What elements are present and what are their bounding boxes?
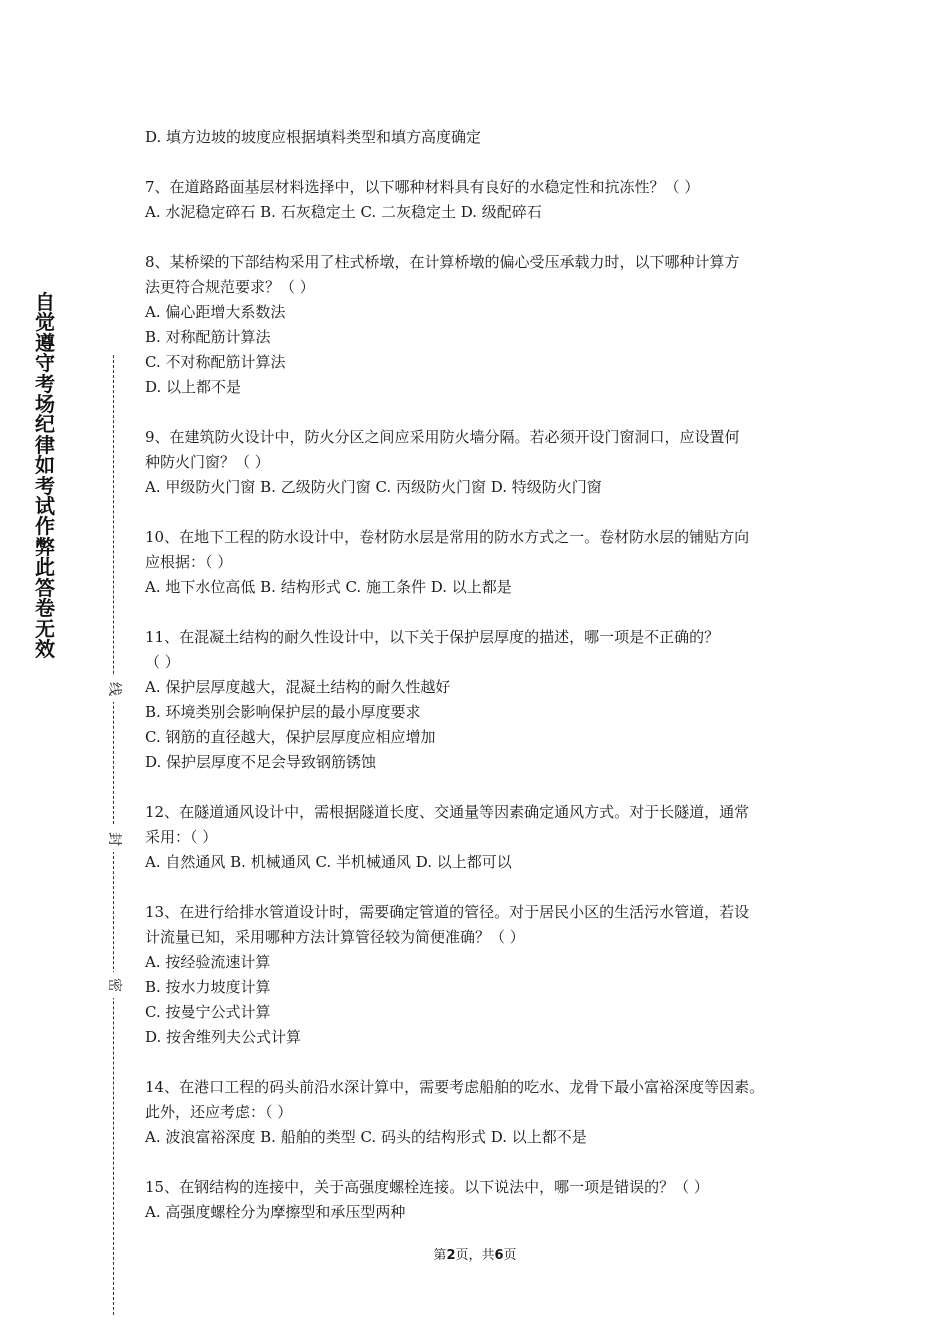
question-13-stem: 13、在进行给排水管道设计时，需要确定管道的管径。对于居民小区的生活污水管道，若设 — [145, 903, 750, 921]
question-13-option-c: C. 按曼宁公式计算 — [145, 1003, 271, 1021]
question-11-option-a: A. 保护层厚度越大，混凝土结构的耐久性越好 — [145, 678, 451, 696]
question-9-stem: 9、在建筑防火设计中，防火分区之间应采用防火墙分隔。若必须开设门窗洞口，应设置何 — [145, 428, 740, 446]
footer-total-pages: 6 — [494, 1248, 504, 1263]
question-14-options: A. 波浪富裕深度 B. 船舶的类型 C. 码头的结构形式 D. 以上都不是 — [145, 1128, 587, 1146]
binding-label-secret: 密 — [104, 972, 124, 998]
footer-middle: 页，共 — [455, 1248, 495, 1263]
question-12-options: A. 自然通风 B. 机械通风 C. 半机械通风 D. 以上都可以 — [145, 853, 512, 871]
question-13-option-a: A. 按经验流速计算 — [145, 953, 271, 971]
question-8-option-a: A. 偏心距增大系数法 — [145, 303, 286, 321]
question-11-stem: 11、在混凝土结构的耐久性设计中，以下关于保护层厚度的描述，哪一项是不正确的？ — [145, 628, 720, 646]
page-footer — [0, 1248, 950, 1264]
question-13-option-b: B. 按水力坡度计算 — [145, 978, 271, 996]
question-14-stem: 14、在港口工程的码头前沿水深计算中，需要考虑船舶的吃水、龙骨下最小富裕深度等因素。 — [145, 1078, 765, 1096]
question-11-option-d: D. 保护层厚度不足会导致钢筋锈蚀 — [145, 753, 377, 771]
question-8-option-d: D. 以上都不是 — [145, 378, 242, 396]
exam-content — [145, 125, 825, 1225]
question-10-options: A. 地下水位高低 B. 结构形式 C. 施工条件 D. 以上都是 — [145, 578, 512, 596]
question-11-option-c: C. 钢筋的直径越大，保护层厚度应相应增加 — [145, 728, 436, 746]
question-8-stem-cont: 法更符合规范要求？（ ） — [145, 278, 315, 296]
question-13-option-d: D. 按舍维列夫公式计算 — [145, 1028, 302, 1046]
question-10-stem-cont: 应根据：（ ） — [145, 553, 233, 571]
question-8-option-b: B. 对称配筋计算法 — [145, 328, 271, 346]
question-10-stem: 10、在地下工程的防水设计中，卷材防水层是常用的防水方式之一。卷材防水层的铺贴方向 — [145, 528, 750, 546]
question-9-options: A. 甲级防火门窗 B. 乙级防火门窗 C. 丙级防火门窗 D. 特级防火门窗 — [145, 478, 602, 496]
question-15-stem: 15、在钢结构的连接中，关于高强度螺栓连接。以下说法中，哪一项是错误的？（ ） — [145, 1178, 709, 1196]
question-12-stem-cont: 采用：（ ） — [145, 828, 218, 846]
question-11-stem-cont: （ ） — [145, 653, 180, 671]
footer-page-number: 2 — [446, 1248, 456, 1263]
question-13-stem-cont: 计流量已知，采用哪种方法计算管径较为简便准确？（ ） — [145, 928, 525, 946]
question-8-option-c: C. 不对称配筋计算法 — [145, 353, 286, 371]
question-14-stem-cont: 此外，还应考虑：（ ） — [145, 1103, 293, 1121]
binding-label-seal: 封 — [104, 826, 124, 852]
footer-suffix: 页 — [503, 1248, 517, 1263]
question-8-stem: 8、某桥梁的下部结构采用了柱式桥墩，在计算桥墩的偏心受压承载力时，以下哪种计算方 — [145, 253, 740, 271]
question-7-stem: 7、在道路路面基层材料选择中，以下哪种材料具有良好的水稳定性和抗冻性？（ ） — [145, 178, 700, 196]
binding-label-line: 线 — [104, 676, 124, 702]
question-11-option-b: B. 环境类别会影响保护层的最小厚度要求 — [145, 703, 421, 721]
question-9-stem-cont: 种防火门窗？（ ） — [145, 453, 270, 471]
question-15-option-a: A. 高强度螺栓分为摩擦型和承压型两种 — [145, 1203, 406, 1221]
exam-discipline-notice: 自觉遵守考场纪律如考试作弊此答卷无效 — [35, 290, 55, 661]
question-7-options: A. 水泥稳定碎石 B. 石灰稳定土 C. 二灰稳定土 D. 级配碎石 — [145, 203, 542, 221]
prev-question-option-d: D. 填方边坡的坡度应根据填料类型和填方高度确定 — [145, 128, 482, 146]
question-12-stem: 12、在隧道通风设计中，需根据隧道长度、交通量等因素确定通风方式。对于长隧道，通常 — [145, 803, 750, 821]
footer-prefix: 第 — [433, 1248, 447, 1263]
